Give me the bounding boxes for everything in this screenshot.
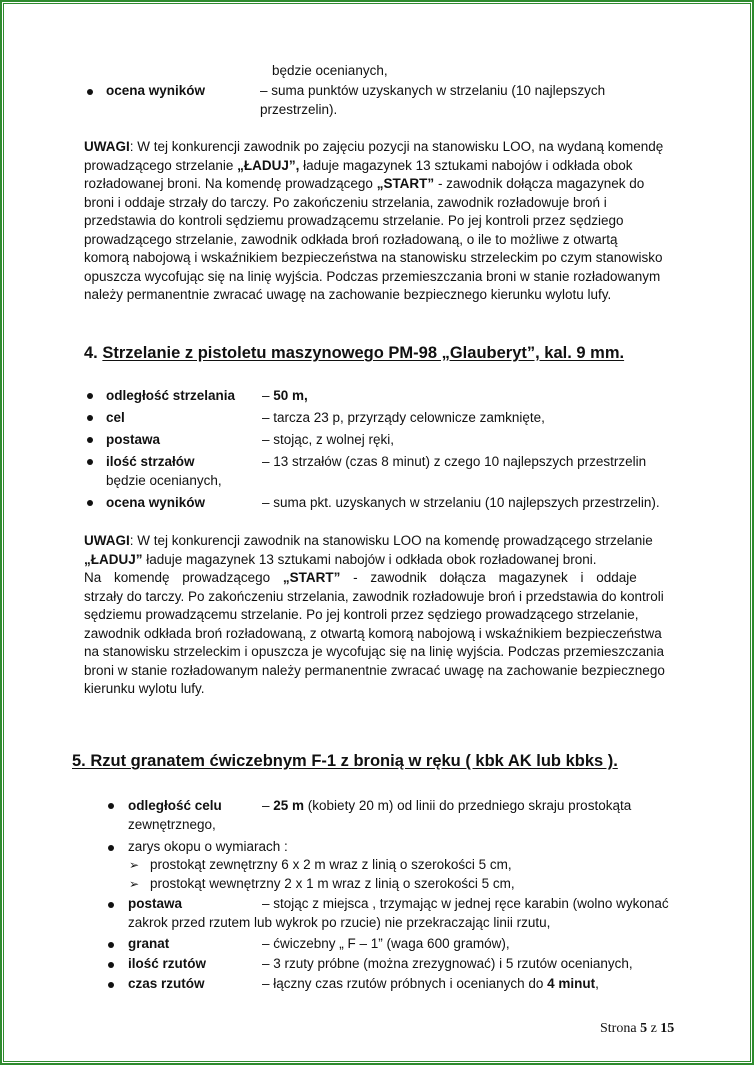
item-desc-cont: przestrzelin).: [260, 102, 338, 117]
bullet: [108, 803, 114, 809]
arrow-bullet-icon: ➢: [129, 877, 140, 891]
section-5-heading: [72, 750, 618, 772]
continuation-line: będzie ocenianych,: [272, 63, 388, 78]
notes-lead: UWAGI: [84, 533, 130, 548]
bullet: [87, 500, 93, 506]
notes-line: zawodnik odkłada broń rozładowaną, z otwartą komorą nabojową i wskaźnikiem bezpieczeństwa: [84, 625, 662, 641]
bullet: [87, 415, 93, 421]
page-number-sep: z: [647, 1021, 661, 1036]
item-label: ilość rzutów: [128, 956, 207, 971]
sub-item: prostokąt wewnętrzny 2 x 1 m wraz z linią o szerokości 5 cm,: [150, 876, 515, 891]
item-label: zarys okopu o wymiarach :: [128, 839, 288, 854]
notes-text: Na komendę prowadzącego: [84, 570, 283, 585]
section-title: 5. Rzut granatem ćwiczebnym F-1 z bronią w ręku ( kbk AK lub kbks ).: [72, 752, 618, 770]
item-label: cel: [106, 410, 125, 425]
item-desc: [262, 387, 308, 406]
command-start: „START”: [282, 570, 341, 585]
notes-text: rozładowanej broni. Na komendę prowadzącego: [84, 176, 377, 191]
notes-line: należy permanentnie zwracać uwagę na zachowanie bezpiecznego kierunku wylotu lufy.: [84, 287, 612, 302]
notes-text: ładuje magazynek 13 sztukami nabojów i odkłada obok: [299, 157, 633, 173]
notes-line: [84, 551, 684, 570]
notes-line: [84, 175, 684, 194]
item-label: granat: [128, 936, 170, 951]
bullet: [87, 89, 93, 95]
item-desc: – 13 strzałów (czas 8 minut) z czego 10 najlepszych przestrzelin: [262, 454, 647, 469]
command-laduj: „ŁADUJ”,: [237, 157, 300, 173]
item-desc: – suma punktów uzyskanych w strzelaniu (10 najlepszych: [260, 83, 606, 98]
item-label: postawa: [106, 432, 161, 447]
page-total: 15: [660, 1021, 675, 1036]
item-desc: [262, 975, 599, 994]
notes-line: prowadzącego strzelanie, zawodnik odkłada broń rozładowaną, o ile to możliwe z otwartą: [84, 231, 618, 247]
bullet: [108, 902, 114, 908]
command-start: „START”: [376, 176, 435, 191]
item-label: ilość strzałów: [106, 454, 195, 469]
section-4-heading: [84, 342, 624, 364]
notes-line: [84, 569, 684, 588]
dash: –: [262, 798, 274, 813]
bullet: [108, 845, 114, 851]
bullet: [87, 459, 93, 465]
item-desc: – 3 rzuty próbne (można zrezygnować) i 5 rzutów ocenianych,: [262, 956, 633, 971]
distance-value: 25 m: [273, 798, 305, 813]
page-number: [600, 1021, 674, 1037]
notes-line: kierunku wylotu lufy.: [84, 681, 205, 696]
notes-line: opuszcza wycofując się na linię wyjścia. Podczas przemieszczania broni w stanie rozładowanym: [84, 268, 661, 284]
notes-paragraph-1: [84, 138, 684, 305]
notes-text: ładuje magazynek 13 sztukami nabojów i odkłada obok rozładowanej broni.: [142, 551, 597, 567]
item-desc: – tarcza 23 p, przyrządy celownicze zamknięte,: [262, 410, 545, 425]
section-title: Strzelanie z pistoletu maszynowego PM-98 „Glauberyt”, kal. 9 mm.: [102, 344, 625, 362]
item-desc: – suma pkt. uzyskanych w strzelaniu (10 najlepszych przestrzelin).: [262, 495, 660, 510]
bullet: [108, 942, 114, 948]
notes-text: - zawodnik dołącza magazynek do: [434, 176, 645, 191]
item-label: odległość strzelania: [106, 388, 236, 403]
item-label: ocena wyników: [106, 495, 206, 510]
item-desc-cont: będzie ocenianych,: [106, 473, 222, 488]
arrow-bullet-icon: ➢: [129, 858, 140, 872]
item-desc: – ćwiczebny „ F – 1” (waga 600 gramów),: [262, 936, 510, 951]
notes-line: przedstawia do kontroli sędziemu prowadzącemu strzelanie. Po jej kontroli przez sędziego: [84, 213, 624, 228]
notes-line: broni w stanie rozładowanym należy permanentnie zwracać uwagę na zachowanie bezpiecznego: [84, 662, 665, 678]
item-desc: – stojąc, z wolnej ręki,: [262, 432, 395, 447]
notes-line: strzały do tarczy. Po zakończeniu strzelania, zawodnik rozładowuje broń i przedstawia do kontroli: [84, 588, 664, 604]
bullet: [108, 982, 114, 988]
notes-text: : W tej konkurencji zawodnik na stanowisku LOO na komendę prowadzącego strzelanie: [129, 533, 653, 548]
bullet: [87, 393, 93, 399]
item-desc-text: (kobiety 20 m) od linii do przedniego skraju prostokąta: [304, 798, 632, 813]
notes-text: - zawodnik dołącza magazynek i oddaje: [340, 570, 637, 585]
notes-paragraph-2: [84, 532, 684, 699]
command-laduj: „ŁADUJ”: [84, 551, 143, 567]
item-label: czas rzutów: [128, 976, 205, 991]
item-label: ocena wyników: [106, 83, 206, 98]
notes-text: prowadzącego strzelanie: [84, 157, 238, 173]
section-number: 4.: [84, 344, 103, 362]
item-desc-cont: zakrok przed rzutem lub wykrok po rzucie) nie przekraczając linii rzutu,: [128, 915, 551, 930]
notes-line: na stanowisku strzeleckim i opuszcza je wycofując się na linię wyjścia. Podczas przemieszczania: [84, 644, 664, 659]
item-label: odległość celu: [128, 798, 222, 813]
notes-line: [84, 138, 684, 157]
distance-value: 50 m,: [273, 388, 308, 403]
bullet: [87, 437, 93, 443]
notes-line: komorą nabojową i wskaźnikiem bezpieczeństwa na stanowisku strzeleckim po czym stanowisko: [84, 250, 663, 265]
page-number-prefix: Strona: [600, 1021, 641, 1036]
notes-line: [84, 532, 684, 551]
sub-item: prostokąt zewnętrzny 6 x 2 m wraz z linią o szerokości 5 cm,: [150, 857, 512, 872]
notes-line: broni i oddaje strzały do tarczy. Po zakończeniu strzelania, zawodnik rozładowuje broń i: [84, 194, 607, 210]
time-limit: 4 minut: [547, 976, 596, 991]
notes-line: sędziemu prowadzącemu strzelanie. Po jej kontroli przez sędziego prowadzącego strzelanie,: [84, 607, 639, 622]
item-desc-text: ,: [595, 976, 599, 991]
notes-lead: UWAGI: [84, 139, 130, 154]
item-desc: – stojąc z miejsca , trzymając w jednej ręce karabin (wolno wykonać: [262, 896, 669, 911]
notes-line: [84, 157, 684, 176]
item-desc-text: – łączny czas rzutów próbnych i ocenianych do: [262, 976, 548, 991]
bullet: [108, 962, 114, 968]
item-desc: [262, 797, 685, 816]
dash: –: [262, 388, 274, 403]
page-current: 5: [640, 1021, 648, 1036]
item-desc-cont: zewnętrznego,: [128, 817, 216, 832]
item-label: postawa: [128, 896, 183, 911]
notes-text: : W tej konkurencji zawodnik po zajęciu pozycji na stanowisku LOO, na wydaną komendę: [129, 139, 664, 154]
